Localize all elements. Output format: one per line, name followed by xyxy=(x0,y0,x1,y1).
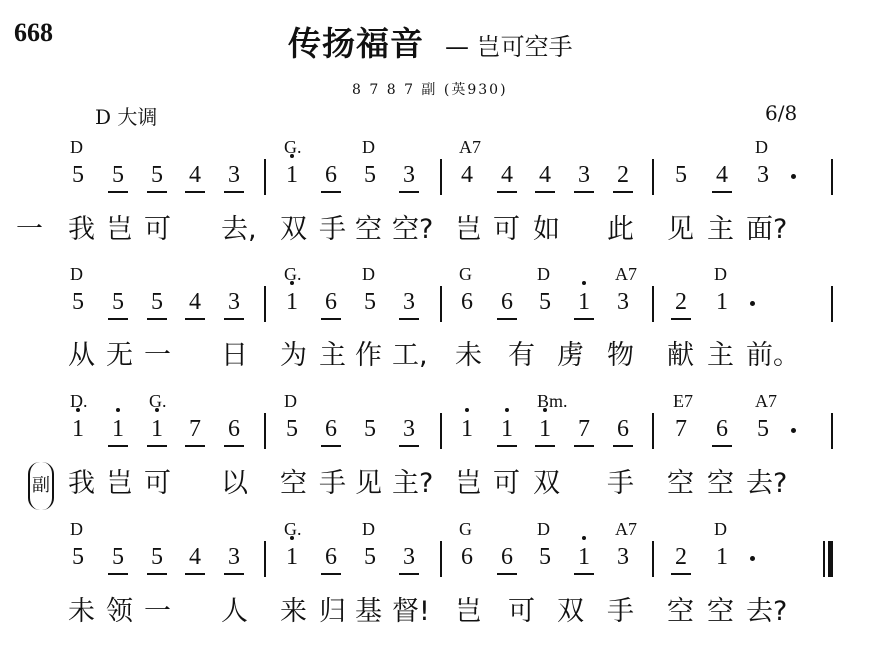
lyric-syllable: 可 xyxy=(144,468,171,499)
lyric-syllable: 从 xyxy=(68,340,95,371)
note: 4 xyxy=(539,162,551,188)
eighth-underline xyxy=(671,573,691,575)
eighth-underline xyxy=(497,573,517,575)
lyric-syllable: 见 xyxy=(667,214,694,245)
lyric-syllable: 岂 xyxy=(106,468,133,499)
eighth-underline xyxy=(399,445,419,447)
eighth-underline xyxy=(147,318,167,320)
lyric-syllable: 我 xyxy=(68,214,95,245)
lyric-syllable: 空 xyxy=(280,468,307,499)
lyric-syllable: 作 xyxy=(355,340,382,371)
note: 5 xyxy=(151,544,163,570)
barline xyxy=(440,541,442,577)
lyric-syllable: 岂 xyxy=(455,596,482,627)
lyric-syllable: 日 xyxy=(221,340,248,371)
lyric-syllable: 主 xyxy=(707,340,734,371)
eighth-underline xyxy=(399,573,419,575)
eighth-underline xyxy=(185,191,205,193)
eighth-underline xyxy=(185,573,205,575)
barline xyxy=(264,541,266,577)
lyric-syllable: 来 xyxy=(280,596,307,627)
note: 5 xyxy=(112,544,124,570)
lyric-syllable: 基 xyxy=(355,596,382,627)
note: 5 xyxy=(72,289,84,315)
lyric-syllable: 我 xyxy=(68,468,95,499)
barline xyxy=(652,413,654,449)
chord-label: A7 xyxy=(615,264,637,284)
chord-label: D. xyxy=(70,391,88,411)
chord-label: D xyxy=(537,264,550,284)
note: 2 xyxy=(617,162,629,188)
chord-label: D xyxy=(362,519,375,539)
note: 2 xyxy=(675,544,687,570)
barline xyxy=(831,286,833,322)
note: 6 xyxy=(461,289,473,315)
lyric-syllable: 一 xyxy=(16,214,43,245)
note: 1 xyxy=(578,544,590,570)
note: 6 xyxy=(501,544,513,570)
chord-label: G. xyxy=(149,391,167,411)
note: 3 xyxy=(617,289,629,315)
note: 5 xyxy=(112,289,124,315)
lyric-syllable: 手 xyxy=(319,468,346,499)
note: 5 xyxy=(72,162,84,188)
eighth-underline xyxy=(535,191,555,193)
chord-label: D xyxy=(755,137,768,157)
time-signature: 6/8 xyxy=(765,101,798,125)
lyric-syllable: 双 xyxy=(280,214,307,245)
chord-label: G. xyxy=(284,137,302,157)
eighth-underline xyxy=(108,318,128,320)
lyric-syllable: 有 xyxy=(508,340,535,371)
chord-label: D xyxy=(362,137,375,157)
eighth-underline xyxy=(108,445,128,447)
note: 5 xyxy=(364,289,376,315)
note: 3 xyxy=(403,289,415,315)
lyric-syllable: 此 xyxy=(607,214,634,245)
eighth-underline xyxy=(497,318,517,320)
eighth-underline xyxy=(224,191,244,193)
lyric-syllable: 岂 xyxy=(106,214,133,245)
chord-label: D xyxy=(284,391,297,411)
eighth-underline xyxy=(671,318,691,320)
note: 5 xyxy=(364,162,376,188)
note: 3 xyxy=(617,544,629,570)
note: 5 xyxy=(539,289,551,315)
note: 6 xyxy=(461,544,473,570)
eighth-underline xyxy=(321,573,341,575)
lyric-syllable: 可 xyxy=(508,596,535,627)
note: 5 xyxy=(539,544,551,570)
note: 6 xyxy=(228,416,240,442)
eighth-underline xyxy=(613,445,633,447)
lyric-syllable: 空 xyxy=(355,214,382,245)
lyric-syllable: 见 xyxy=(355,468,382,499)
refrain-marker: 副 xyxy=(28,462,54,510)
chord-label: D xyxy=(70,264,83,284)
lyric-syllable: 以 xyxy=(221,468,248,499)
lyric-syllable: 面? xyxy=(746,214,788,245)
barline xyxy=(831,159,833,195)
note: 4 xyxy=(461,162,473,188)
barline xyxy=(831,413,833,449)
eighth-underline xyxy=(712,445,732,447)
eighth-underline xyxy=(224,318,244,320)
lyric-syllable: 无 xyxy=(106,340,133,371)
eighth-underline xyxy=(497,191,517,193)
eighth-underline xyxy=(535,445,555,447)
lyric-syllable: 主 xyxy=(707,214,734,245)
lyric-syllable: 空 xyxy=(707,468,734,499)
dotted-note-dot xyxy=(791,428,796,433)
barline xyxy=(440,286,442,322)
eighth-underline xyxy=(497,445,517,447)
eighth-underline xyxy=(613,191,633,193)
lyric-syllable: 岂 xyxy=(455,214,482,245)
chord-label: E7 xyxy=(673,391,693,411)
lyric-syllable: 督! xyxy=(392,596,430,627)
barline xyxy=(264,159,266,195)
note: 3 xyxy=(228,162,240,188)
hymn-number: 668 xyxy=(14,18,53,47)
lyric-syllable: 空 xyxy=(667,468,694,499)
note: 1 xyxy=(286,162,298,188)
eighth-underline xyxy=(321,318,341,320)
lyric-syllable: 前。 xyxy=(746,340,800,371)
lyric-syllable: 为 xyxy=(280,340,307,371)
chord-label: A7 xyxy=(459,137,481,157)
eighth-underline xyxy=(147,445,167,447)
eighth-underline xyxy=(108,191,128,193)
eighth-underline xyxy=(224,445,244,447)
note: 7 xyxy=(578,416,590,442)
lyric-syllable: 领 xyxy=(106,596,133,627)
note: 5 xyxy=(72,544,84,570)
lyric-syllable: 一 xyxy=(144,596,171,627)
lyric-syllable: 献 xyxy=(667,340,694,371)
barline xyxy=(264,413,266,449)
chord-label: D xyxy=(537,519,550,539)
eighth-underline xyxy=(712,191,732,193)
lyric-syllable: 去, xyxy=(221,214,257,245)
eighth-underline xyxy=(574,573,594,575)
note: 6 xyxy=(617,416,629,442)
lyric-syllable: 工, xyxy=(392,340,428,371)
note: 7 xyxy=(675,416,687,442)
lyric-syllable: 可 xyxy=(493,214,520,245)
lyric-syllable: 可 xyxy=(493,468,520,499)
note: 1 xyxy=(286,289,298,315)
lyric-syllable: 去? xyxy=(746,468,788,499)
eighth-underline xyxy=(321,191,341,193)
note: 5 xyxy=(675,162,687,188)
note: 4 xyxy=(189,544,201,570)
note: 5 xyxy=(364,416,376,442)
lyric-syllable: 岂 xyxy=(455,468,482,499)
barline xyxy=(652,541,654,577)
eighth-underline xyxy=(574,445,594,447)
chord-label: D xyxy=(70,519,83,539)
barline xyxy=(264,286,266,322)
high-octave-dot xyxy=(505,408,509,412)
note: 1 xyxy=(539,416,551,442)
lyric-syllable: 一 xyxy=(144,340,171,371)
eighth-underline xyxy=(574,191,594,193)
note: 6 xyxy=(325,162,337,188)
lyric-syllable: 物 xyxy=(607,340,634,371)
lyric-syllable: 手 xyxy=(607,468,634,499)
lyric-syllable: 如 xyxy=(533,214,560,245)
note: 6 xyxy=(716,416,728,442)
lyric-syllable: 空 xyxy=(707,596,734,627)
chord-label: A7 xyxy=(615,519,637,539)
note: 4 xyxy=(189,289,201,315)
barline xyxy=(652,159,654,195)
eighth-underline xyxy=(185,318,205,320)
eighth-underline xyxy=(399,318,419,320)
lyric-syllable: 虏 xyxy=(557,340,584,371)
high-octave-dot xyxy=(465,408,469,412)
note: 1 xyxy=(72,416,84,442)
eighth-underline xyxy=(147,573,167,575)
note: 3 xyxy=(757,162,769,188)
note: 5 xyxy=(151,162,163,188)
chord-label: Bm. xyxy=(537,391,568,411)
chord-label: D xyxy=(70,137,83,157)
lyric-syllable: 空? xyxy=(392,214,434,245)
high-octave-dot xyxy=(582,281,586,285)
note: 5 xyxy=(151,289,163,315)
note: 3 xyxy=(578,162,590,188)
note: 1 xyxy=(286,544,298,570)
note: 2 xyxy=(675,289,687,315)
note: 6 xyxy=(325,289,337,315)
final-barline-thick xyxy=(828,541,833,577)
lyric-syllable: 可 xyxy=(144,214,171,245)
note: 3 xyxy=(228,544,240,570)
hymn-subtitle: — 岂可空手 xyxy=(445,33,573,61)
lyric-syllable: 主 xyxy=(319,340,346,371)
eighth-underline xyxy=(321,445,341,447)
dotted-note-dot xyxy=(791,174,796,179)
dotted-note-dot xyxy=(750,556,755,561)
note: 1 xyxy=(151,416,163,442)
note: 6 xyxy=(325,416,337,442)
note: 1 xyxy=(716,289,728,315)
note: 1 xyxy=(461,416,473,442)
note: 1 xyxy=(716,544,728,570)
note: 6 xyxy=(501,289,513,315)
note: 4 xyxy=(501,162,513,188)
note: 3 xyxy=(403,162,415,188)
eighth-underline xyxy=(399,191,419,193)
chord-label: G xyxy=(459,519,472,539)
chord-label: A7 xyxy=(755,391,777,411)
lyric-syllable: 双 xyxy=(533,468,560,499)
dotted-note-dot xyxy=(750,301,755,306)
chord-label: G. xyxy=(284,264,302,284)
lyric-syllable: 双 xyxy=(557,596,584,627)
hymn-title: 传扬福音 xyxy=(288,24,424,63)
chord-label: D xyxy=(714,264,727,284)
meter-line: 8 7 8 7 副 (英930) xyxy=(352,82,508,98)
note: 4 xyxy=(716,162,728,188)
eighth-underline xyxy=(185,445,205,447)
key-signature: D 大调 xyxy=(95,105,158,129)
note: 1 xyxy=(112,416,124,442)
note: 1 xyxy=(578,289,590,315)
lyric-syllable: 手 xyxy=(319,214,346,245)
note: 1 xyxy=(501,416,513,442)
note: 5 xyxy=(286,416,298,442)
lyric-syllable: 未 xyxy=(455,340,482,371)
lyric-syllable: 主? xyxy=(392,468,434,499)
chord-label: G xyxy=(459,264,472,284)
note: 3 xyxy=(403,416,415,442)
barline xyxy=(440,413,442,449)
lyric-syllable: 归 xyxy=(319,596,346,627)
note: 5 xyxy=(757,416,769,442)
lyric-syllable: 去? xyxy=(746,596,788,627)
final-barline xyxy=(823,541,825,577)
lyric-syllable: 未 xyxy=(68,596,95,627)
eighth-underline xyxy=(147,191,167,193)
chord-label: D xyxy=(714,519,727,539)
note: 3 xyxy=(403,544,415,570)
high-octave-dot xyxy=(116,408,120,412)
note: 7 xyxy=(189,416,201,442)
chord-label: G. xyxy=(284,519,302,539)
barline xyxy=(440,159,442,195)
eighth-underline xyxy=(224,573,244,575)
note: 4 xyxy=(189,162,201,188)
chord-label: D xyxy=(362,264,375,284)
lyric-syllable: 人 xyxy=(221,596,248,627)
barline xyxy=(652,286,654,322)
note: 3 xyxy=(228,289,240,315)
high-octave-dot xyxy=(582,536,586,540)
eighth-underline xyxy=(574,318,594,320)
lyric-syllable: 手 xyxy=(607,596,634,627)
lyric-syllable: 空 xyxy=(667,596,694,627)
eighth-underline xyxy=(108,573,128,575)
note: 6 xyxy=(325,544,337,570)
note: 5 xyxy=(112,162,124,188)
note: 5 xyxy=(364,544,376,570)
